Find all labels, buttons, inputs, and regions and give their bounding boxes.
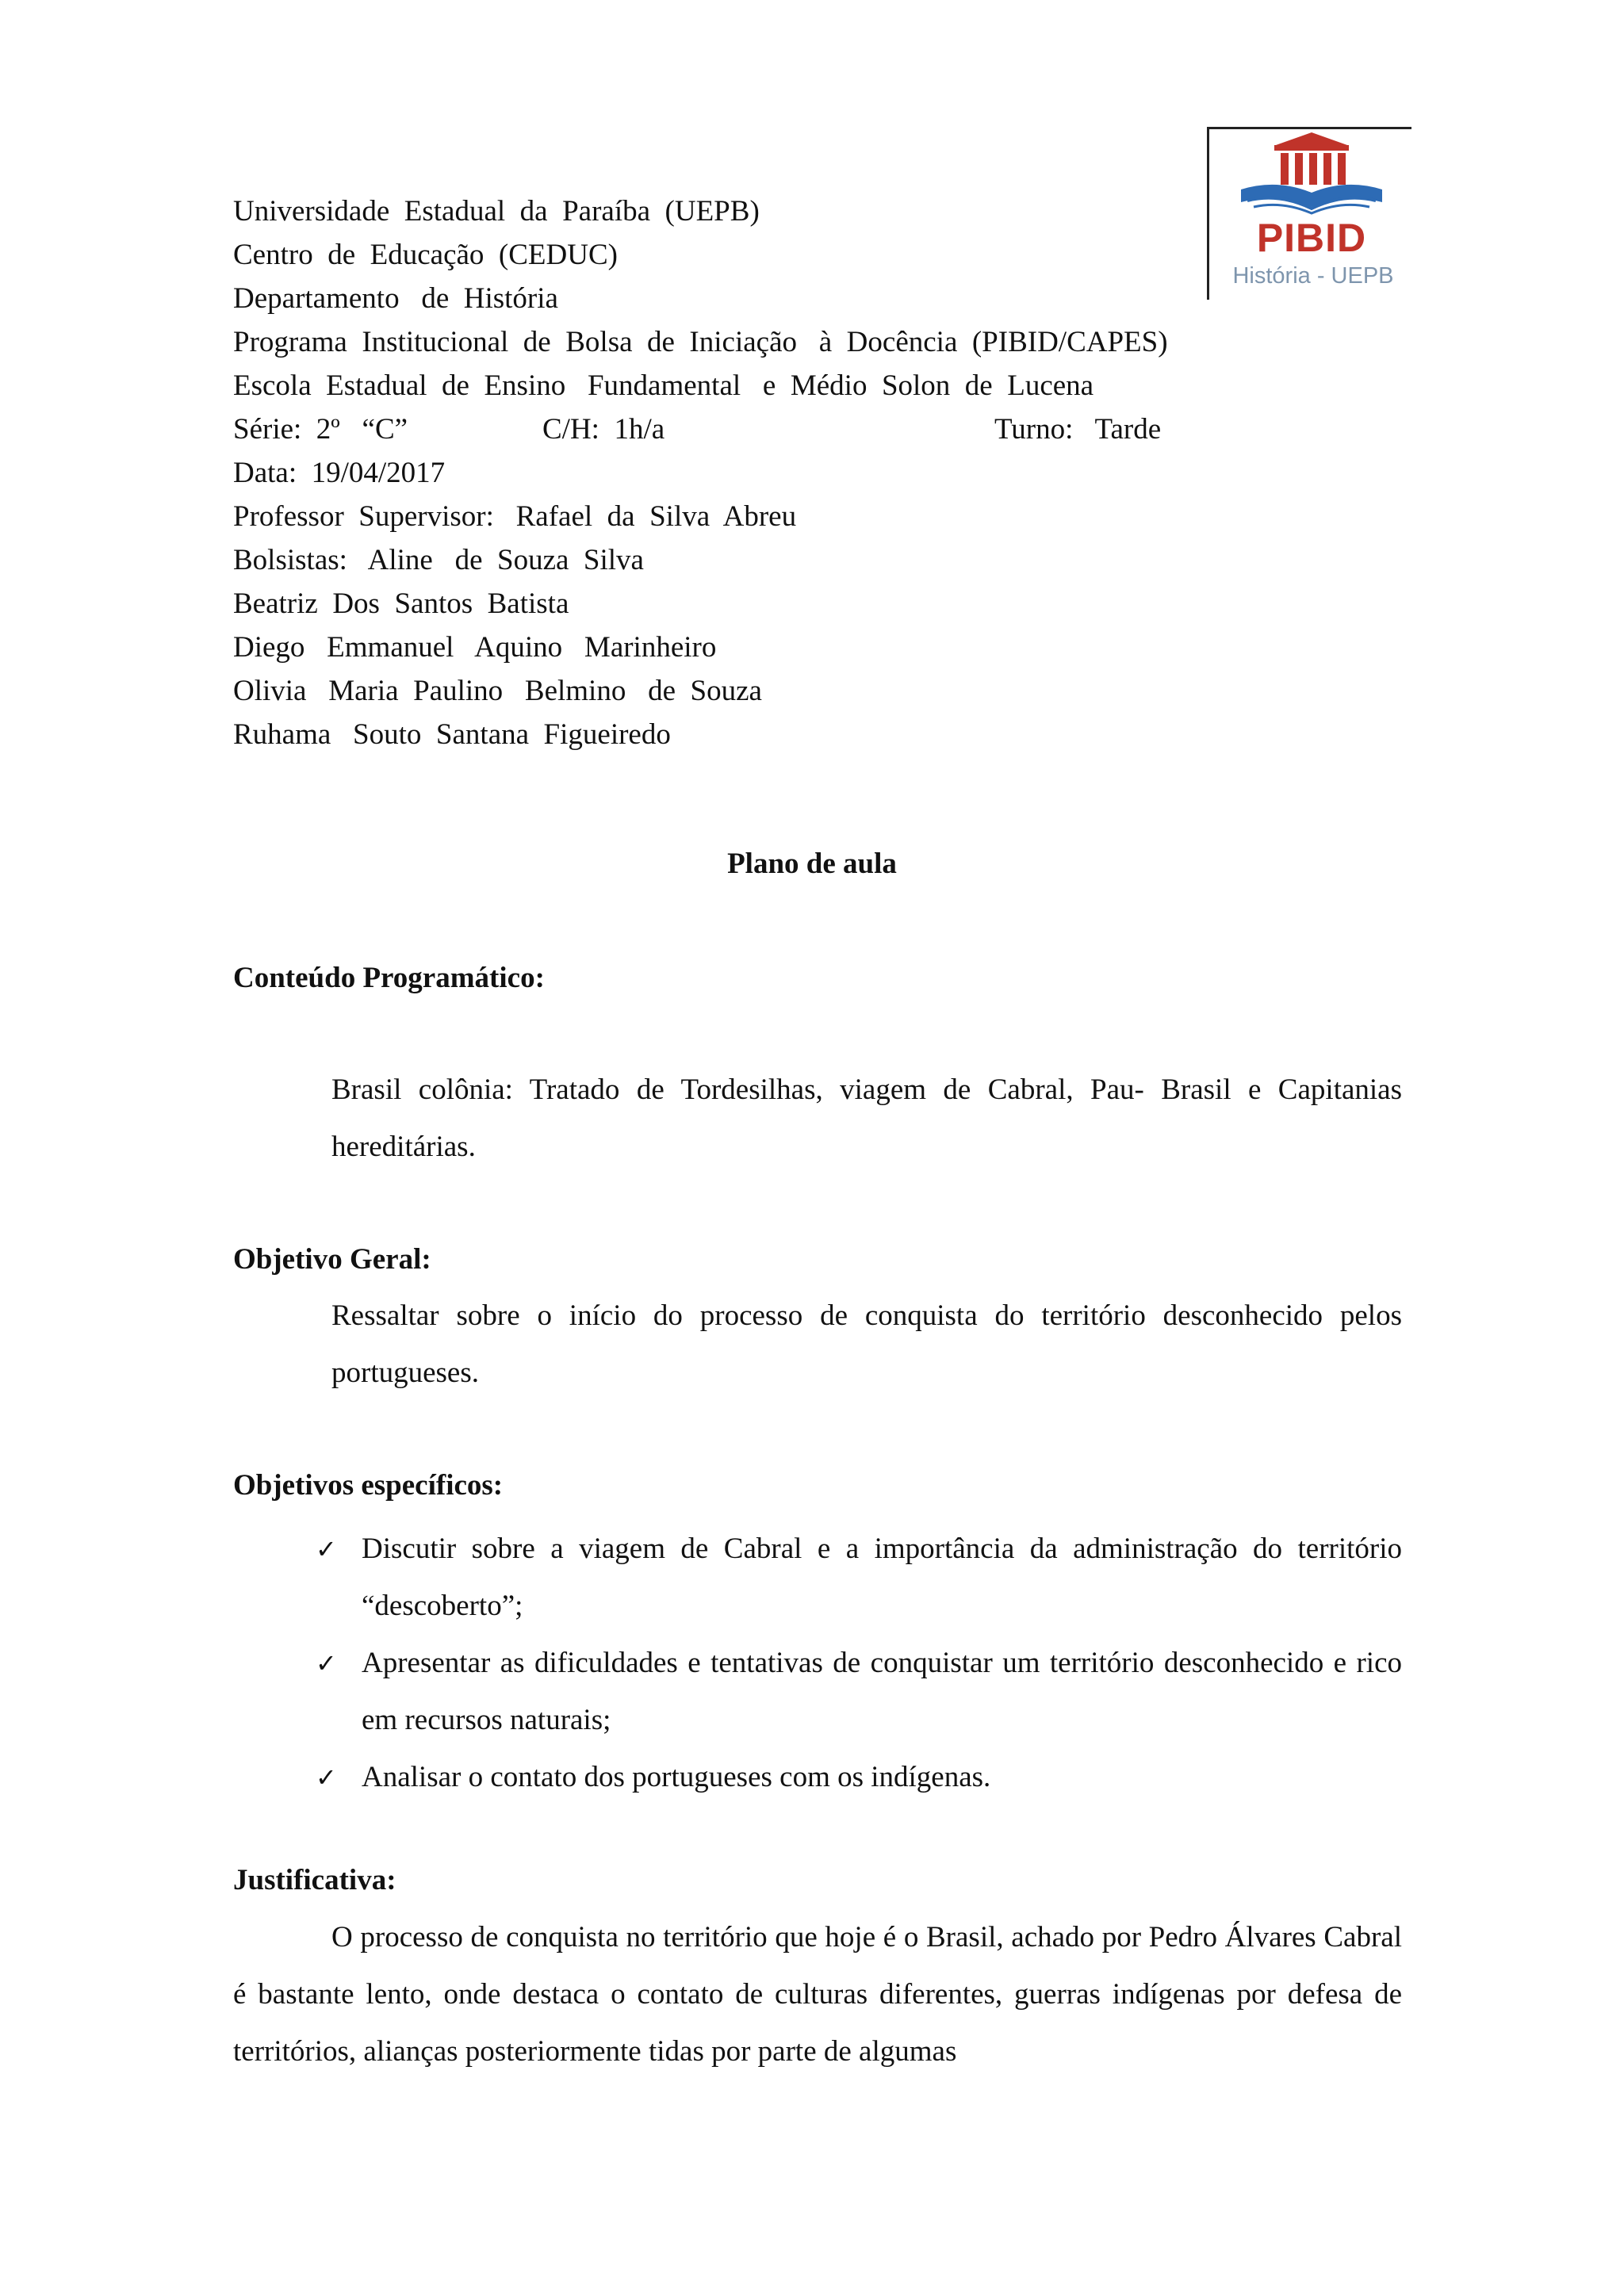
pibid-logo <box>1207 127 1411 300</box>
temple-roof-icon <box>1276 132 1347 145</box>
university-line: Universidade Estadual da Paraíba (UEPB) <box>233 195 760 228</box>
logo-subtitle: História - UEPB <box>1232 263 1394 289</box>
checkmark-icon: ✓ <box>316 1762 337 1793</box>
bolsista-name: Beatriz Dos Santos Batista <box>233 587 569 620</box>
bolsistas-line: Bolsistas: Aline de Souza Silva <box>233 544 644 576</box>
section-heading-objetivo-geral: Objetivo Geral: <box>233 1243 431 1276</box>
checkmark-icon: ✓ <box>316 1534 337 1564</box>
conteudo-text: Brasil colônia: Tratado de Tordesilhas, viagem de Cabral, Pau- Brasil e Capitanias hereditárias. <box>331 1073 1402 1163</box>
section-heading-conteudo: Conteúdo Programático: <box>233 962 545 994</box>
bolsista-name: Ruhama Souto Santana Figueiredo <box>233 718 671 751</box>
supervisor-line: Professor Supervisor: Rafael da Silva Abreu <box>233 500 797 533</box>
bolsista-name: Diego Emmanuel Aquino Marinheiro <box>233 631 717 664</box>
objetivo-geral-text: Ressaltar sobre o início do processo de conquista do território desconhecido pelos portugueses. <box>331 1299 1402 1389</box>
temple-book-icon <box>1209 129 1414 218</box>
ch-label: C/H: 1h/a <box>542 413 665 446</box>
section-heading-objetivos-especificos: Objetivos específicos: <box>233 1469 504 1502</box>
list-item <box>316 1749 1402 1806</box>
checkmark-icon: ✓ <box>316 1648 337 1678</box>
bolsista-name: Olivia Maria Paulino Belmino de Souza <box>233 675 762 707</box>
serie-label: Série: 2º “C” <box>233 413 408 446</box>
objective-text: Discutir sobre a viagem de Cabral e a importância da administração do território “descoberto”; <box>362 1533 1402 1622</box>
document-title: Plano de aula <box>727 848 897 880</box>
open-book-icon <box>1241 185 1382 207</box>
turno-label: Turno: Tarde <box>994 413 1162 446</box>
objective-text: Analisar o contato dos portugueses com os indígenas. <box>362 1761 991 1793</box>
school-line: Escola Estadual de Ensino Fundamental e Médio Solon de Lucena <box>233 369 1094 402</box>
logo-title: PIBID <box>1256 216 1367 260</box>
objectives-list <box>316 1521 1402 1806</box>
section-heading-justificativa: Justificativa: <box>233 1864 396 1896</box>
list-item <box>316 1521 1402 1635</box>
department-line: Departamento de História <box>233 282 558 315</box>
program-line: Programa Institucional de Bolsa de Iniciação à Docência (PIBID/CAPES) <box>233 326 1168 358</box>
objective-text: Apresentar as dificuldades e tentativas de conquistar um território desconhecido e rico em recursos naturais; <box>362 1647 1402 1736</box>
date-line: Data: 19/04/2017 <box>233 457 446 489</box>
justificativa-text: O processo de conquista no território que hoje é o Brasil, achado por Pedro Álvares Cabral é bastante lento, onde destaca o contato de culturas diferentes, guerras indígenas por defesa de territórios, alianças posteriormente tidas por parte de algumas <box>233 1921 1402 2068</box>
center-line: Centro de Educação (CEDUC) <box>233 239 618 271</box>
list-item <box>316 1635 1402 1749</box>
